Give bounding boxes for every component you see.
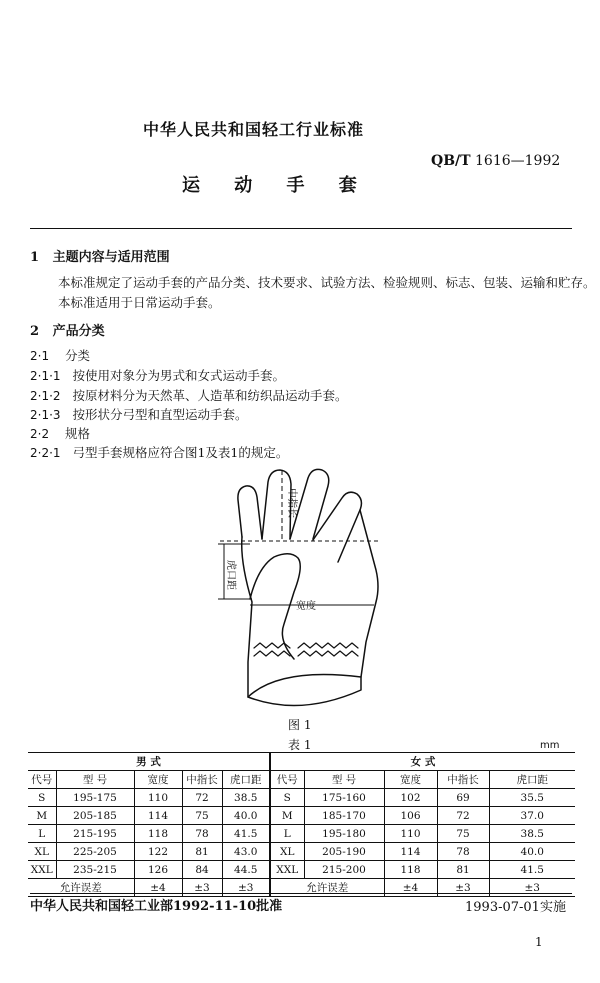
cell: 78 — [182, 825, 222, 843]
cell: S — [270, 789, 304, 807]
clause-number: 2·1·2 — [30, 389, 61, 403]
section-2-heading — [30, 320, 105, 339]
clause-number: 2·2 — [30, 427, 50, 441]
cell: XXL — [270, 861, 304, 879]
cell: XL — [28, 843, 56, 861]
cell: 195-175 — [56, 789, 134, 807]
group-header-men: 男 式 — [28, 753, 270, 771]
cell: ±3 — [489, 879, 575, 897]
cell: ±4 — [134, 879, 182, 897]
cell: 40.0 — [489, 843, 575, 861]
implementation-date: 1993-07-01实施 — [465, 900, 566, 915]
cell: 81 — [182, 843, 222, 861]
cell: 110 — [134, 789, 182, 807]
cell: 118 — [384, 861, 437, 879]
cell: 69 — [437, 789, 489, 807]
col-header-code: 代号 — [270, 771, 304, 789]
cell: ±4 — [384, 879, 437, 897]
cell: 106 — [384, 807, 437, 825]
tolerance-label: 允许误差 — [270, 879, 384, 897]
thumb-gap-label: 虎口距 — [225, 560, 236, 590]
cell: 205-190 — [304, 843, 384, 861]
col-header-middle-finger: 中指长 — [437, 771, 489, 789]
col-header-thumb-gap: 虎口距 — [222, 771, 270, 789]
col-header-middle-finger: 中指长 — [182, 771, 222, 789]
cell: L — [270, 825, 304, 843]
clause-text: 按使用对象分为男式和女式运动手套。 — [72, 368, 285, 383]
cell: 118 — [134, 825, 182, 843]
glove-outline-left — [242, 537, 252, 697]
section-1-number: 1 — [30, 250, 40, 265]
figure-caption: 图 1 — [288, 718, 312, 732]
cell: S — [28, 789, 56, 807]
clause-number: 2·1·1 — [30, 369, 61, 383]
cell: 41.5 — [489, 861, 575, 879]
cell: ±3 — [222, 879, 270, 897]
cell: 175-160 — [304, 789, 384, 807]
cell: XXL — [28, 861, 56, 879]
table-row — [28, 807, 575, 825]
section-1-para-2: 本标准适用于日常运动手套。 — [58, 295, 221, 310]
col-header-width: 宽度 — [134, 771, 182, 789]
page-number: 1 — [535, 935, 543, 949]
cell: 110 — [384, 825, 437, 843]
standard-code-prefix: QB/T — [431, 153, 471, 169]
middle-finger-label: 中指长 — [286, 488, 297, 518]
cell: M — [28, 807, 56, 825]
clause-2-2-1 — [30, 443, 288, 461]
group-header-women: 女 式 — [270, 753, 575, 771]
col-header-model: 型 号 — [56, 771, 134, 789]
cell: 38.5 — [222, 789, 270, 807]
cell: 215-200 — [304, 861, 384, 879]
clause-number: 2·1·3 — [30, 408, 61, 422]
clause-text: 按原材料分为天然革、人造革和纺织品运动手套。 — [72, 388, 348, 403]
standard-code — [431, 153, 560, 169]
clause-2-2 — [30, 424, 90, 442]
cell: 215-195 — [56, 825, 134, 843]
cell: 102 — [384, 789, 437, 807]
cell: 84 — [182, 861, 222, 879]
cell: 72 — [437, 807, 489, 825]
cell: ±3 — [182, 879, 222, 897]
cell: 41.5 — [222, 825, 270, 843]
glove-zigzag — [254, 643, 358, 648]
clause-number: 2·1 — [30, 349, 50, 363]
table-row — [28, 843, 575, 861]
cell: 185-170 — [304, 807, 384, 825]
cell: 81 — [437, 861, 489, 879]
clause-text: 分类 — [65, 348, 91, 363]
tolerance-label: 允许误差 — [28, 879, 134, 897]
cell: 75 — [437, 825, 489, 843]
cell: M — [270, 807, 304, 825]
glove-index-finger — [238, 486, 262, 539]
glove-diagram — [210, 462, 410, 712]
cell: 195-180 — [304, 825, 384, 843]
header-divider — [30, 228, 572, 229]
cell: 37.0 — [489, 807, 575, 825]
glove-thumb — [250, 554, 300, 659]
cell: 44.5 — [222, 861, 270, 879]
cell: 78 — [437, 843, 489, 861]
cell: 43.0 — [222, 843, 270, 861]
section-2-title: 产品分类 — [52, 324, 105, 339]
document-title: 运 动 手 套 — [182, 175, 371, 196]
table-row — [28, 861, 575, 879]
spec-table — [28, 752, 575, 897]
cell: 72 — [182, 789, 222, 807]
cell: 235-215 — [56, 861, 134, 879]
standard-title: 中华人民共和国轻工行业标准 — [143, 120, 365, 139]
cell: 126 — [134, 861, 182, 879]
clause-text: 规格 — [65, 426, 91, 441]
width-label: 宽度 — [296, 601, 316, 612]
clause-2-1 — [30, 346, 90, 364]
clause-text: 按形状分弓型和直型运动手套。 — [72, 407, 248, 422]
footer-divider — [30, 893, 572, 894]
clause-2-1-3 — [30, 405, 247, 423]
standard-code-number: 1616—1992 — [475, 153, 561, 169]
col-header-width: 宽度 — [384, 771, 437, 789]
col-header-code: 代号 — [28, 771, 56, 789]
cell: 38.5 — [489, 825, 575, 843]
cell: 122 — [134, 843, 182, 861]
table-unit: mm — [540, 740, 560, 751]
cell: 225-205 — [56, 843, 134, 861]
section-1-title: 主题内容与适用范围 — [52, 250, 170, 265]
cell: 75 — [182, 807, 222, 825]
cell: 205-185 — [56, 807, 134, 825]
section-2-number: 2 — [30, 324, 40, 339]
approval-line: 中华人民共和国轻工业部1992-11-10批准 — [30, 899, 283, 914]
cell: 114 — [134, 807, 182, 825]
clause-number: 2·2·1 — [30, 446, 61, 460]
table-row — [28, 789, 575, 807]
glove-zigzag — [254, 651, 358, 656]
clause-2-1-2 — [30, 386, 347, 404]
glove-little-finger — [313, 492, 361, 562]
col-header-thumb-gap: 虎口距 — [489, 771, 575, 789]
table-row — [28, 825, 575, 843]
section-1-para-1: 本标准规定了运动手套的产品分类、技术要求、试验方法、检验规则、标志、包装、运输和贮存。 — [58, 275, 596, 290]
glove-cuff — [248, 675, 361, 706]
cell: 114 — [384, 843, 437, 861]
cell: ±3 — [437, 879, 489, 897]
glove-outline-right — [360, 510, 378, 677]
clause-text: 弓型手套规格应符合图1及表1的规定。 — [72, 445, 289, 460]
clause-2-1-1 — [30, 366, 285, 384]
cell: 35.5 — [489, 789, 575, 807]
cell: L — [28, 825, 56, 843]
table-caption: 表 1 — [288, 738, 312, 752]
cell: XL — [270, 843, 304, 861]
section-1-heading — [30, 246, 170, 265]
col-header-model: 型 号 — [304, 771, 384, 789]
cell: 40.0 — [222, 807, 270, 825]
